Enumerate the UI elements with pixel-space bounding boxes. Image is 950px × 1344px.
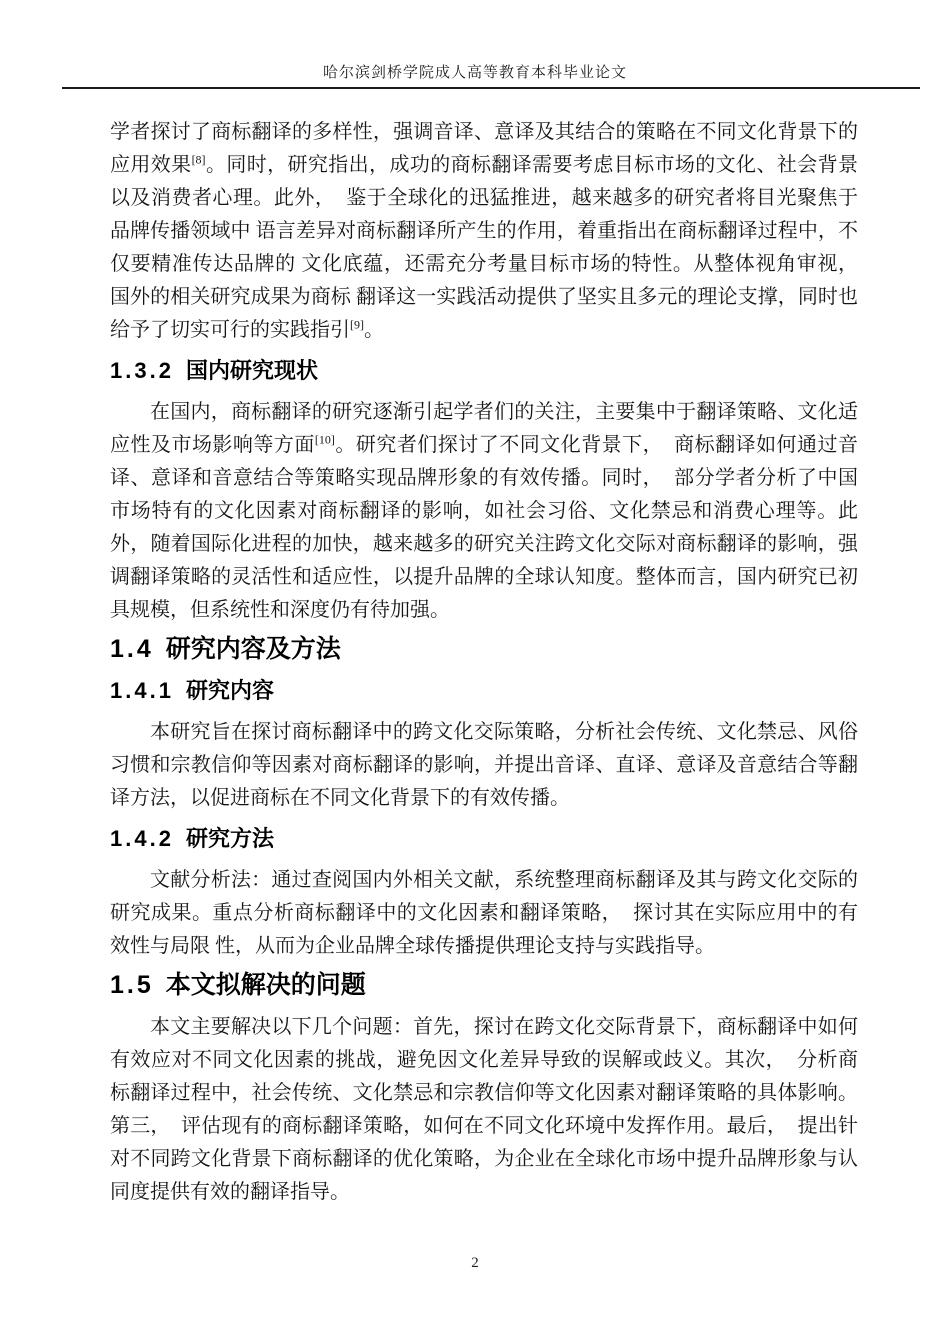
section-number: 1.5 xyxy=(110,971,154,999)
section-number: 1.4.2 xyxy=(110,826,174,851)
citation-ref: [9] xyxy=(350,317,364,332)
section-heading-1-4 xyxy=(110,632,858,666)
running-header-title: 哈尔滨剑桥学院成人高等教育本科毕业论文 xyxy=(322,65,627,81)
section-title: 研究方法 xyxy=(185,826,274,851)
body-paragraph: 学者探讨了商标翻译的多样性，强调音译、意译及其结合的策略在不同文化背景下的应用效果[8]。同时，研究指出，成功的商标翻译需要考虑目标市场的文化、社会背景以及消费者心理。此外， 鉴于全球化的迅猛推进，越来越多的研究者将目光聚焦于品牌传播领域中 语言差异对商标翻译所产生的作用，着重指出在商标翻译过程中，不仅要精准传达品牌的 文化底蕴，还需充分考量目标市场的特性。从整体视角审视， 国外的相关研究成果为商标 翻译这一实践活动提供了坚实且多元的理论支撑，同时也给予了切实可行的实践指引[9]。 xyxy=(110,121,868,341)
section-heading-1-5 xyxy=(110,968,858,1002)
body-paragraph: 在国内，商标翻译的研究逐渐引起学者们的关注，主要集中于翻译策略、文化适应性及市场影响等方面[10]。研究者们探讨了不同文化背景下， 商标翻译如何通过音译、意译和音意结合等策略实现品牌形象的有效传播。同时， 部分学者分析了中国市场特有的文化因素对商标翻译的影响，如社会习俗、文化禁忌和消费心理等。此外，随着国际化进程的加快，越来越多的研究关注跨文化交际对商标翻译的影响，强调翻译策略的灵活性和适应性，以提升品牌的全球认知度。整体而言，国内研究已初具规模，但系统性和深度仍有待加强。 xyxy=(110,401,859,621)
section-heading-1-4-2 xyxy=(110,823,858,855)
citation-ref: [10] xyxy=(314,432,335,447)
running-header xyxy=(0,0,950,89)
document-body xyxy=(110,116,868,1209)
body-paragraph: 文献分析法：通过查阅国内外相关文献，系统整理商标翻译及其与跨文化交际的研究成果。重点分析商标翻译中的文化因素和翻译策略， 探讨其在实际应用中的有效性与局限 性，从而为企业品牌全球传播提供理论支持与实践指导。 xyxy=(110,869,858,957)
section-number: 1.4 xyxy=(110,635,154,663)
citation-ref: [8] xyxy=(191,152,206,167)
section-title: 国内研究现状 xyxy=(185,358,318,383)
page-footer xyxy=(0,1255,950,1272)
body-paragraph: 本文主要解决以下几个问题：首先，探讨在跨文化交际背景下，商标翻译中如何有效应对不同文化因素的挑战，避免因文化差异导致的误解或歧义。其次， 分析商标翻译过程中，社会传统、文化禁忌和宗教信仰等文化因素对翻译策略的具体影响。第三， 评估现有的商标翻译策略，如何在不同文化环境中发挥作用。最后， 提出针对不同跨文化背景下商标翻译的优化策略，为企业在全球化市场中提升品牌形象与认同度提供有效的翻译指导。 xyxy=(110,1016,858,1203)
section-number: 1.3.2 xyxy=(110,358,174,383)
section-title: 研究内容及方法 xyxy=(165,635,341,663)
page-number: 2 xyxy=(471,1255,479,1271)
section-heading-1-3-2 xyxy=(110,355,858,387)
header-rule xyxy=(62,87,920,89)
section-number: 1.4.1 xyxy=(110,678,174,703)
body-paragraph: 本研究旨在探讨商标翻译中的跨文化交际策略，分析社会传统、文化禁忌、风俗习惯和宗教信仰等因素对商标翻译的影响，并提出音译、直译、意译及音意结合等翻译方法，以促进商标在不同文化背景下的有效传播。 xyxy=(110,721,858,809)
section-title: 研究内容 xyxy=(185,678,274,703)
section-heading-1-4-1 xyxy=(110,675,858,707)
section-title: 本文拟解决的问题 xyxy=(165,971,366,999)
